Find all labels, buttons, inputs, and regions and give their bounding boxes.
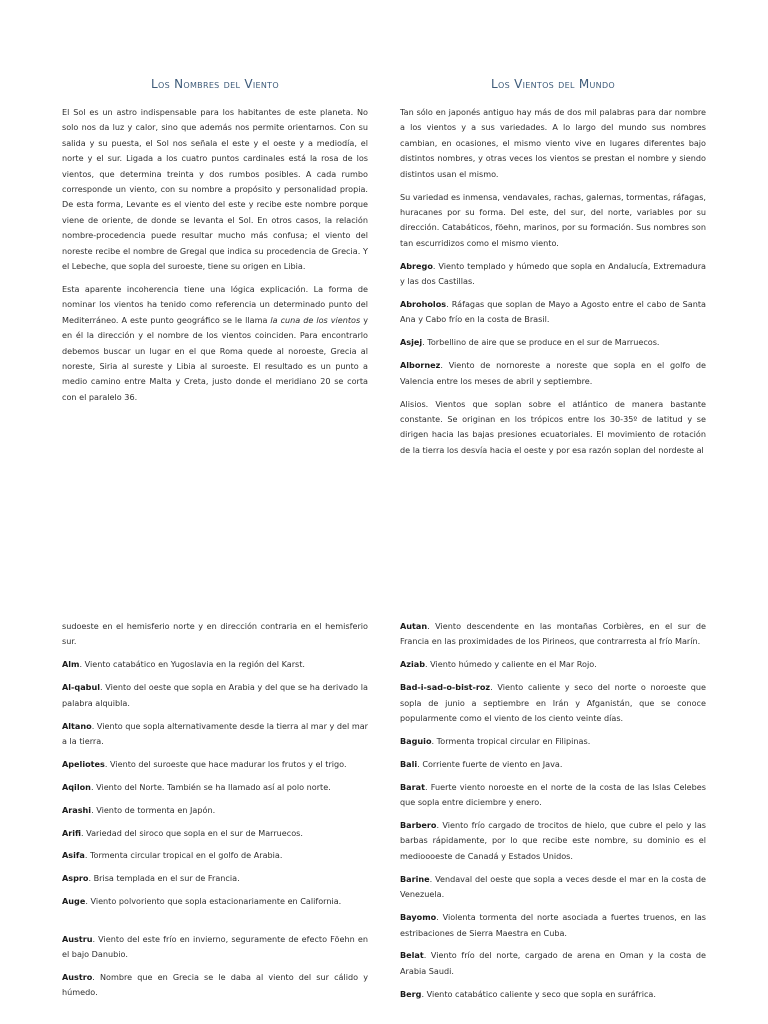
entry-term: Asifa	[62, 850, 85, 861]
entry-text: . Torbellino de aire que se produce en el sur de Marruecos.	[422, 337, 660, 348]
entry	[400, 297, 706, 328]
entry-term: Altano	[62, 720, 92, 731]
entry-term: Berg	[400, 988, 422, 999]
entry	[62, 871, 368, 886]
entry-term: Aspro	[62, 873, 89, 884]
entry-term: Abroholos	[400, 298, 447, 309]
paragraph: Su variedad es inmensa, vendavales, rachas, galernas, tormentas, ráfagas, huracanes por su forma. Del este, del sur, del norte, variables por su dirección. Catabáticos, föehn, marinos, por su formación. Sus nombres son tan escurridizos como el mismo viento.	[400, 191, 706, 248]
right-column-title: Los Vientos del Mundo	[491, 77, 615, 91]
entry-text: . Viento templado y húmedo que sopla en Andalucía, Extremadura y las dos Castillas.	[400, 260, 706, 287]
page2-right-column	[400, 619, 706, 1010]
entry-term: Aqilon	[62, 781, 91, 792]
entry-term: Arashi	[62, 804, 92, 815]
entry-text: . Viento descendente en las montañas Corbières, en el sur de Francia en las proximidades de los Pirineos, que contrarresta al frío Marín.	[400, 621, 706, 647]
entry	[400, 780, 706, 811]
entry-text: . Viento caliente y seco del norte o noroeste que sopla de junio a septiembre en Irán y Afganistán, que se conoce popularmente como el viento de los ciento veinte días.	[400, 682, 706, 724]
entry	[400, 259, 706, 290]
entry-text: . Viento de nornoreste a noreste que sopla en el golfo de Valencia entre los meses de abril y septiembre.	[400, 360, 706, 386]
entry	[62, 657, 368, 672]
page2-left-column	[62, 619, 368, 1008]
entry-text: . Nombre que en Grecia se le daba al viento del sur cálido y húmedo.	[62, 972, 368, 998]
page1-right-column	[400, 105, 706, 466]
entry-text: . Variedad del siroco que sopla en el sur de Marruecos.	[81, 827, 303, 838]
entry-text: . Viento catabático caliente y seco que sopla en suráfrica.	[421, 988, 656, 999]
entry-text: . Viento polvoriento que sopla estacionariamente en California.	[85, 896, 342, 907]
entry-term: Bayomo	[400, 912, 437, 923]
entry-term: Barat	[400, 781, 425, 792]
entry-text: . Fuerte viento noroeste en el norte de la costa de las Islas Celebes que sopla entre diciembre y enero.	[400, 781, 706, 808]
entry-text: . Tormenta circular tropical en el golfo de Arabia.	[84, 850, 283, 861]
entry-term: Arifi	[62, 827, 82, 838]
entry-text: . Viento del suroeste que hace madurar los frutos y el trigo.	[104, 758, 347, 769]
entry-term: Austro	[62, 972, 93, 982]
entry	[62, 970, 368, 1001]
entry-term: Bali	[400, 758, 418, 769]
entry-text: . Brisa templada en el sur de Francia.	[88, 873, 240, 884]
entry	[400, 335, 706, 350]
entry-text: . Viento catabático en Yugoslavia en la región del Karst.	[79, 659, 305, 670]
explanation-paragraph	[62, 282, 368, 405]
entry	[62, 780, 368, 795]
entry-text: . Viento del Norte. También se ha llamado así al polo norte.	[90, 781, 331, 792]
paragraph: Tan sólo en japonés antiguo hay más de dos mil palabras para dar nombre a los vientos y a sus variedades. A lo largo del mundo sus nombres cambian, en ocasiones, el mismo viento vive en lugares diferentes bajo distintos nombres, y otras veces los vientos se prestan el nombre y siendo distintos usan el mismo.	[400, 107, 706, 179]
paragraph-text: Esta aparente incoherencia tiene una lógica explicación. La forma de nominar los vientos ha tenido como referencia un determinado punto del Mediterráneo. A este punto geográfico se le llama	[62, 283, 368, 325]
entry-term: Baguio	[400, 735, 432, 746]
alisios-paragraph: Alisios. Vientos que soplan sobre el atlántico de manera bastante constante. Se originan en los trópicos entre los 30-35º de latitud y se dirigen hacia las bajas presiones ecuatoriales. El movimiento de rotación de la tierra los desvía hacia el oeste y por esa razón soplan del nordeste al	[400, 398, 706, 455]
entry-text: . Corriente fuerte de viento en Java.	[417, 758, 563, 769]
entry-term: Belat	[400, 950, 424, 961]
entry-text: . Violenta tormenta del norte asociada a fuertes truenos, en las estribaciones de Sierra Maestra en Cuba.	[400, 912, 706, 938]
entry	[400, 910, 706, 941]
entry	[62, 848, 368, 863]
entry-text: . Viento que sopla alternativamente desde la tierra al mar y del mar a la tierra.	[62, 720, 368, 746]
page1-left-column	[62, 105, 368, 413]
entry-term: Asjej	[400, 337, 423, 348]
entry	[400, 872, 706, 903]
entry	[400, 987, 706, 1002]
entry	[400, 757, 706, 772]
entry	[400, 734, 706, 749]
entry	[62, 803, 368, 818]
entry	[62, 719, 368, 750]
entry-term: Austru	[62, 933, 93, 944]
entry	[62, 680, 368, 711]
entry-text: . Viento frío cargado de trocitos de hielo, que cubre el pelo y las barbas rápidamente, por lo que recibe este nombre, su dominio es el medioooeste de Canadá y Estados Unidos.	[400, 820, 706, 861]
entry-text: . Viento frío del norte, cargado de arena en Oman y la costa de Arabia Saudi.	[400, 950, 706, 976]
entry-text: . Viento de tormenta en Japón.	[91, 804, 216, 815]
entry-term: Al-qabul	[62, 682, 100, 693]
entry	[400, 818, 706, 864]
entry-text: . Tormenta tropical circular en Filipinas.	[431, 735, 591, 746]
entry-term: Barine	[400, 873, 430, 884]
entry-text: . Ráfagas que soplan de Mayo a Agosto entre el cabo de Santa Ana y Cabo frío en la costa de Brasil.	[400, 298, 706, 325]
entry	[400, 680, 706, 726]
italic-phrase: la cuna de los vientos	[270, 314, 361, 325]
entry	[400, 657, 706, 672]
entry-term: Albornez	[400, 360, 441, 371]
entry-term: Apeliotes	[62, 758, 105, 769]
entry	[400, 619, 706, 650]
entry-term: Aziab	[400, 659, 426, 670]
entry	[400, 358, 706, 389]
entry-term: Alm	[62, 659, 80, 670]
entry-term: Barbero	[400, 820, 437, 831]
entry-text: . Vendaval del oeste que sopla a veces desde el mar en la costa de Venezuela.	[400, 873, 706, 900]
entry	[400, 948, 706, 979]
entry-text: . Viento del este frío en invierno, seguramente de efecto Föehn en el bajo Danubio.	[62, 933, 368, 960]
entry	[62, 932, 368, 963]
continuation-paragraph: sudoeste en el hemisferio norte y en dirección contraria en el hemisferio sur.	[62, 621, 368, 647]
entry	[62, 826, 368, 841]
left-column-title: Los Nombres del Viento	[151, 77, 279, 91]
paragraph-text: y en él la dirección y el nombre de los vientos coinciden. Para encontrarlo debemos buscar un lugar en el que Roma quede al noroeste, Grecia al noreste, Siria al sureste y Libia al suroeste. El resultado es un punto a medio camino entre Malta y Creta, justo donde el meridiano 20 se corta con el paralelo 36.	[62, 314, 368, 402]
entry-text: . Viento húmedo y caliente en el Mar Rojo.	[425, 659, 597, 670]
intro-paragraph: El Sol es un astro indispensable para los habitantes de este planeta. No solo nos da luz y calor, sino que además nos permite orientarnos. Con su salida y su puesta, el Sol nos señala el este y el oeste y a mediodía, el norte y el sur. Ligada a los cuatro puntos cardinales está la rosa de los vientos, que determina treinta y dos rumbos posibles. A cada rumbo corresponde un viento, con su nombre a propósito y personalidad propia. De esta forma, Levante es el viento del este y recibe este nombre porque viene de oriente, de donde se levanta el Sol. En otros casos, la relación nombre-procedencia puede resultar mucho más confusa; el viento del noreste recibe el nombre de Gregal que indica su procedencia de Grecia. Y el Lebeche, que sopla del suroeste, tiene su origen en Libia.	[62, 107, 368, 272]
entry-term: Abrego	[400, 260, 433, 271]
entry-term: Bad-i-sad-o-bist-roz	[400, 682, 491, 693]
entry-list	[400, 259, 706, 389]
entry-text: . Viento del oeste que sopla en Arabia y del que se ha derivado la palabra alquibla.	[62, 682, 368, 708]
entry-term: Auge	[62, 896, 86, 907]
entry-term: Autan	[400, 621, 428, 631]
entry	[62, 894, 368, 909]
entry	[62, 757, 368, 772]
